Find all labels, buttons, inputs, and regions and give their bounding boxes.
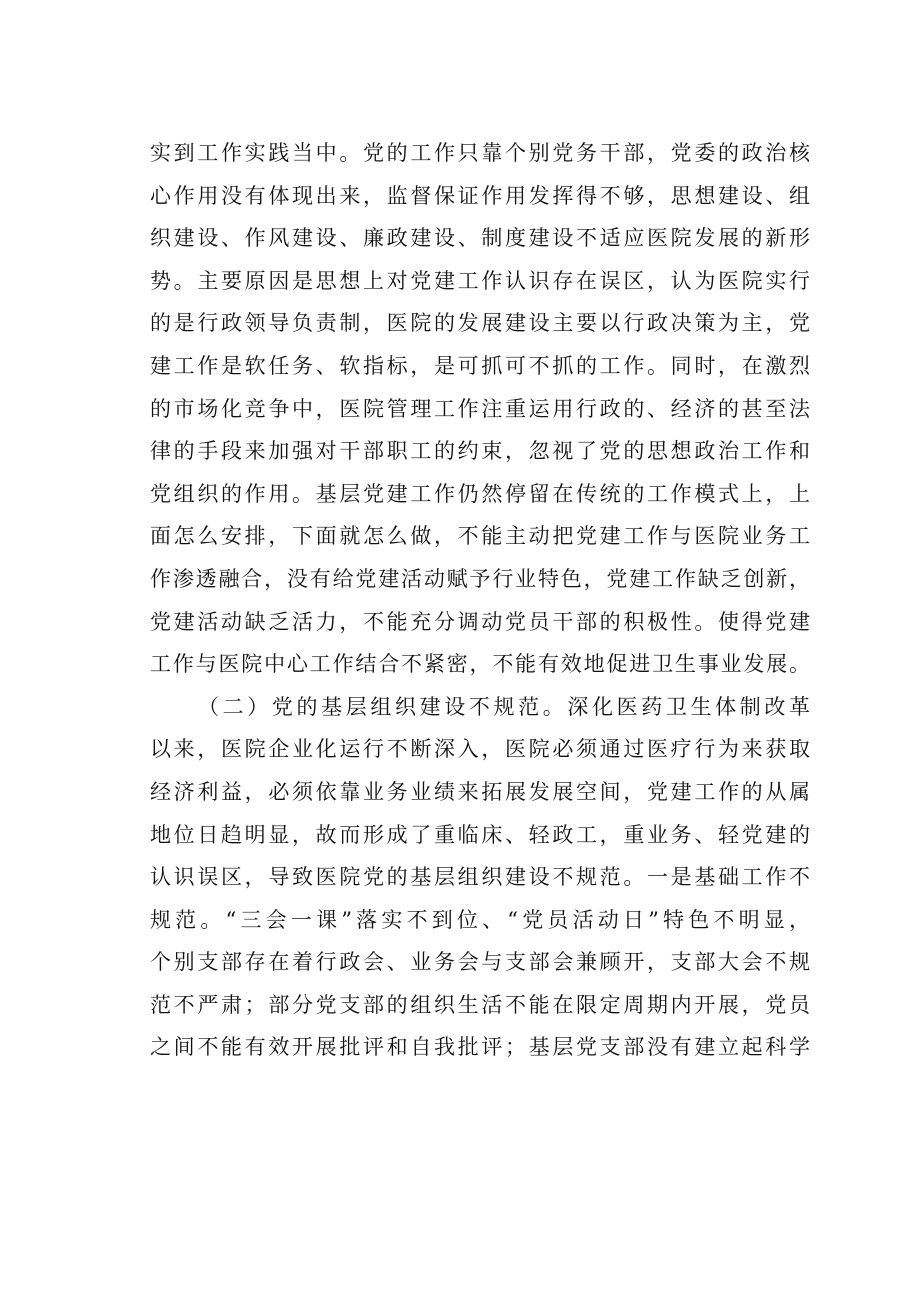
text-line: 的是行政领导负责制，医院的发展建设主要以行政决策为主，党 — [150, 311, 810, 336]
text-line: 势。主要原因是思想上对党建工作认识存在误区，认为医院实行 — [150, 268, 810, 293]
paragraph-1 — [150, 132, 810, 686]
text-line: 工作与医院中心工作结合不紧密，不能有效地促进卫生事业发展。 — [150, 652, 810, 677]
text-line: 经济利益，必须依靠业务业绩来拓展发展空间，党建工作的从属 — [150, 779, 810, 804]
text-line: 面怎么安排，下面就怎么做，不能主动把党建工作与医院业务工 — [150, 524, 810, 549]
text-line: 认识误区，导致医院党的基层组织建设不规范。一是基础工作不 — [150, 865, 810, 890]
text-line: 之间不能有效开展批评和自我批评；基层党支部没有建立起科学 — [150, 1035, 810, 1060]
section-heading-line: （二）党的基层组织建设不规范。深化医药卫生体制改革 — [198, 694, 810, 719]
text-line: 实到工作实践当中。党的工作只靠个别党务干部，党委的政治核 — [150, 141, 810, 165]
text-line: 心作用没有体现出来，监督保证作用发挥得不够，思想建设、组 — [150, 183, 810, 208]
text-line: 律的手段来加强对干部职工的约束，忽视了党的思想政治工作和 — [150, 439, 810, 464]
paragraph-2 — [150, 686, 810, 1069]
text-line: 党组织的作用。基层党建工作仍然停留在传统的工作模式上，上 — [150, 481, 810, 506]
text-line: 建工作是软任务、软指标，是可抓可不抓的工作。同时，在激烈 — [150, 353, 810, 378]
text-line: 规范。“三会一课”落实不到位、“党员活动日”特色不明显， — [150, 907, 810, 932]
text-line: 以来，医院企业化运行不断深入，医院必须通过医疗行为来获取 — [150, 737, 810, 762]
text-line: 个别支部存在着行政会、业务会与支部会兼顾开，支部大会不规 — [150, 950, 810, 975]
text-line: 党建活动缺乏活力，不能充分调动党员干部的积极性。使得党建 — [150, 609, 810, 634]
body-text — [150, 132, 810, 1069]
text-line: 的市场化竞争中，医院管理工作注重运用行政的、经济的甚至法 — [150, 396, 810, 421]
text-line: 范不严肃；部分党支部的组织生活不能在限定周期内开展，党员 — [150, 992, 810, 1017]
text-line: 地位日趋明显，故而形成了重临床、轻政工，重业务、轻党建的 — [150, 822, 810, 847]
text-line: 作渗透融合，没有给党建活动赋予行业特色，党建工作缺乏创新， — [150, 566, 810, 591]
text-line: 织建设、作风建设、廉政建设、制度建设不适应医院发展的新形 — [150, 226, 810, 251]
